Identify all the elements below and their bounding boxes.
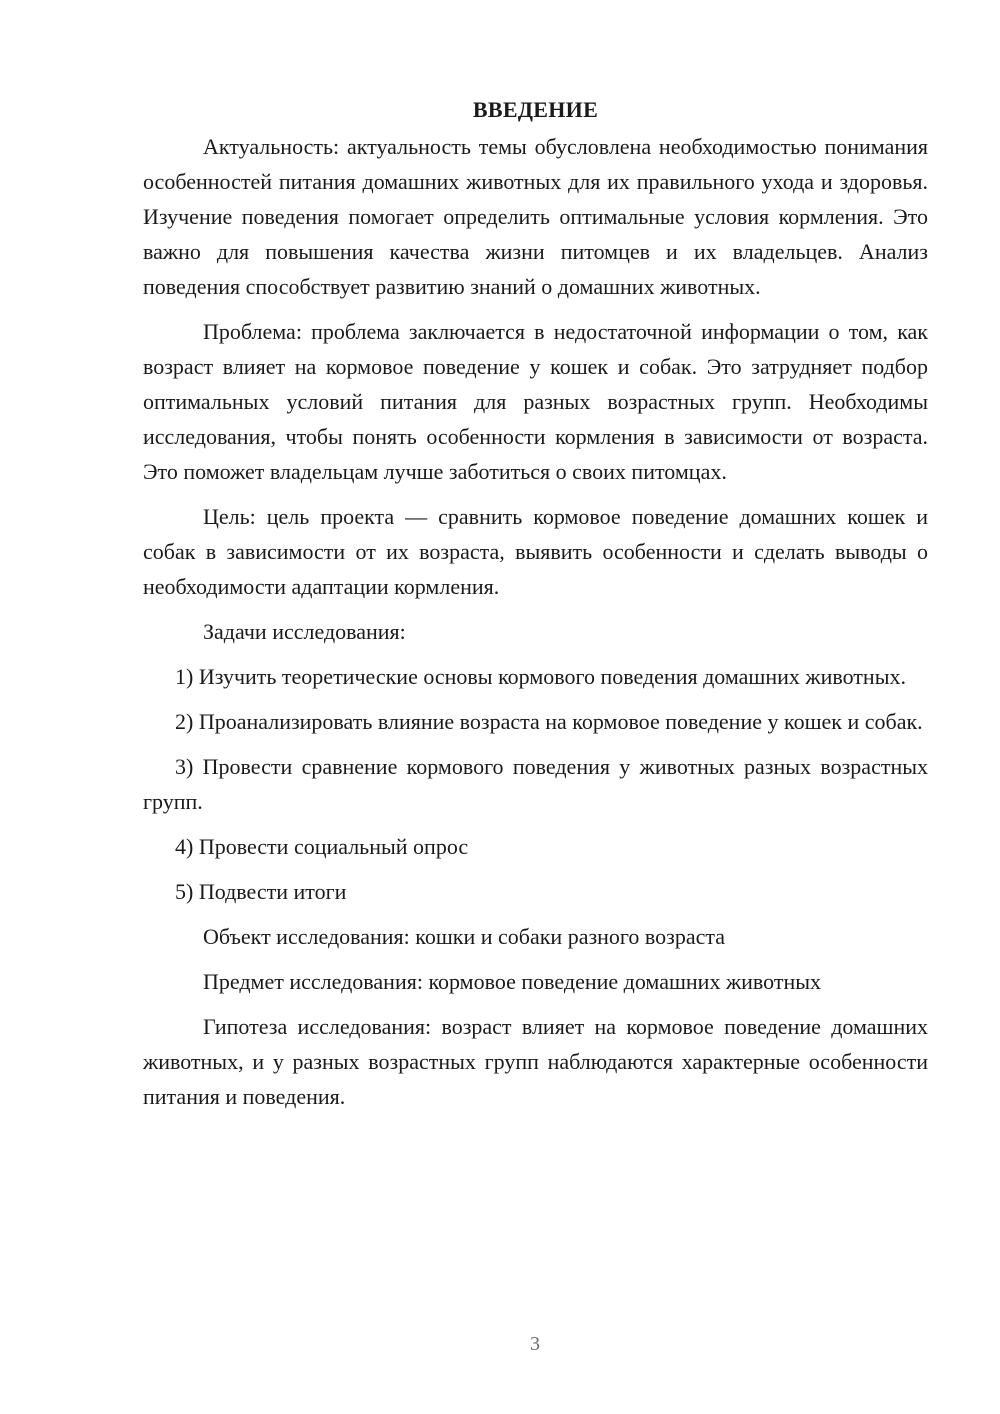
task-item-4: 4) Провести социальный опрос [175, 834, 469, 859]
goal-paragraph: Цель: цель проекта — сравнить кормовое поведение домашних кошек и собак в зависимости от их возраста, выявить особенности и сделать выводы о необходимости адаптации кормления. [143, 504, 928, 599]
tasks-title: Задачи исследования: [203, 619, 406, 644]
problem-paragraph: Проблема: проблема заключается в недостаточной информации о том, как возраст влияет на кормовое поведение у кошек и собак. Это затрудняет подбор оптимальных условий питания для разных возрастных групп. Необходимы исследования, чтобы понять особенности кормления в зависимости от возраста. Это поможет владельцам лучше заботиться о своих питомцах. [143, 319, 928, 484]
task-item-1: 1) Изучить теоретические основы кормового поведения домашних животных. [175, 664, 906, 689]
task-item-3: 3) Провести сравнение кормового поведения у животных разных возрастных групп. [143, 754, 928, 814]
page-title: ВВЕДЕНИЕ [472, 97, 599, 122]
hypothesis-paragraph: Гипотеза исследования: возраст влияет на кормовое поведение домашних животных, и у разных возрастных групп наблюдаются характерные особенности питания и поведения. [143, 1014, 928, 1109]
research-object: Объект исследования: кошки и собаки разного возраста [203, 924, 726, 949]
task-item-2: 2) Проанализировать влияние возраста на кормовое поведение у кошек и собак. [175, 709, 923, 734]
page-number: 3 [530, 1333, 540, 1355]
document-page [143, 92, 928, 1124]
task-item-5: 5) Подвести итоги [175, 879, 347, 904]
research-subject: Предмет исследования: кормовое поведение домашних животных [203, 969, 822, 994]
relevance-paragraph: Актуальность: актуальность темы обусловлена необходимостью понимания особенностей питания домашних животных для их правильного ухода и здоровья. Изучение поведения помогает определить оптимальные условия кормления. Это важно для повышения качества жизни питомцев и их владельцев. Анализ поведения способствует развитию знаний о домашних животных. [143, 134, 928, 299]
